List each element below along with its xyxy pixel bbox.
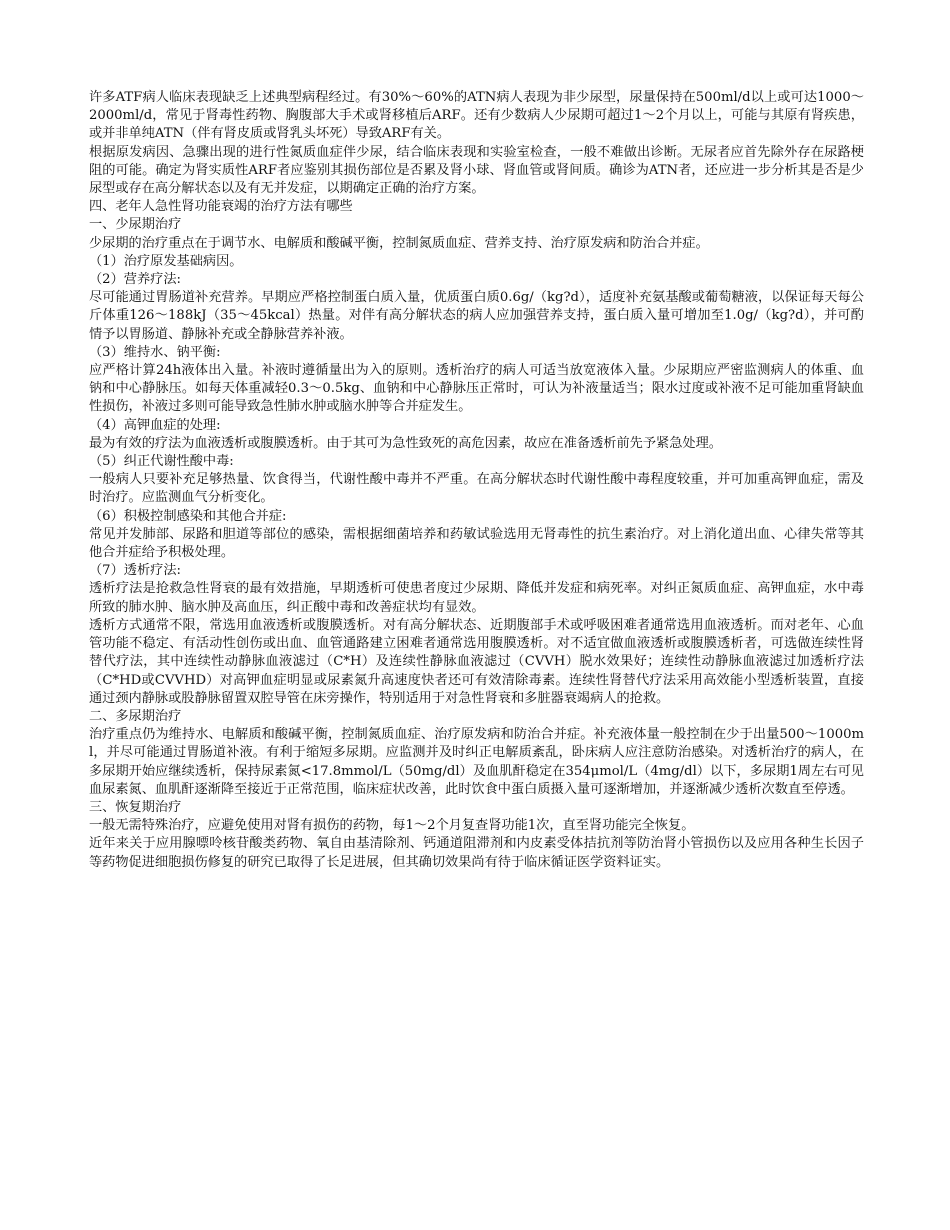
paragraph-diagnosis: 根据原发病因、急骤出现的进行性氮质血症伴少尿，结合临床表现和实验室检查，一般不难做出诊断。无尿者应首先除外存在尿路梗阻的可能。确定为肾实质性ARF者应鉴别其损伤部位是否累及肾小球、肾血管或肾间质。确诊为ATN者，还应进一步分析其是否是少尿型或存在高分解状态以及有无并发症，以期确定正确的治疗方案。: [89, 144, 864, 197]
section-heading-treatment: 四、老年人急性肾功能衰竭的治疗方法有哪些: [89, 199, 353, 215]
paragraph-dialysis-methods: 透析方式通常不限，常选用血液透析或腹膜透析。对有高分解状态、近期腹部手术或呼吸困难者通常选用血液透析。而对老年、心血管功能不稳定、有活动性创伤或出血、血管通路建立困难者通常选用腹膜透析。对不适宜做血液透析或腹膜透析者，可选做连续性肾替代疗法，其中连续性动静脉血液滤过（C*H）及连续性静脉血液滤过（CVVH）脱水效果好；连续性动静脉血液滤过加透析疗法（C*HD或CVVHD）对高钾血症明显或尿素氮升高速度快者还可有效清除毒素。连续性肾替代疗法采用高效能小型透析装置，直接通过颈内静脉或股静脉留置双腔导管在床旁操作，特别适用于对急性肾衰和多脏器衰竭病人的抢救。: [89, 617, 864, 706]
item-acidosis-heading: （5）纠正代谢性酸中毒:: [89, 454, 234, 470]
subheading-polyuric-phase: 二、多尿期治疗: [89, 708, 182, 724]
item-water-sodium-heading: （3）维持水、钠平衡:: [89, 344, 221, 360]
paragraph-atf-atypical: 许多ATF病人临床表现缺乏上述典型病程经过。有30%～60%的ATN病人表现为非少尿型，尿量保持在500ml/d以上或可达1000～2000ml/d，常见于肾毒性药物、胸腹部大手术或肾移植后ARF。还有少数病人少尿期可超过1～2个月以上，可能与其原有肾疾患，或并非单纯ATN（伴有肾皮质或肾乳头坏死）导致ARF有关。: [89, 90, 864, 142]
paragraph-oliguric-focus: 少尿期的治疗重点在于调节水、电解质和酸碱平衡，控制氮质血症、营养支持、治疗原发病和防治合并症。: [89, 235, 709, 251]
subheading-recovery-phase: 三、恢复期治疗: [89, 799, 182, 815]
paragraph-nutrition: 尽可能通过胃肠道补充营养。早期应严格控制蛋白质入量，优质蛋白质0.6g/（kg?d），适度补充氨基酸或葡萄糖液，以保证每天每公斤体重126～188kJ（35～45kcal）热量。对伴有高分解状态的病人应加强营养支持，蛋白质入量可增加至1.0g/（kg?d），并可酌情予以胃肠道、静脉补充或全静脉营养补液。: [89, 290, 864, 342]
item-infection-heading: （6）积极控制感染和其他合并症:: [89, 508, 287, 524]
paragraph-recovery: 一般无需特殊治疗，应避免使用对肾有损伤的药物，每1～2个月复查肾功能1次，直至肾功能完全恢复。: [89, 818, 695, 834]
subheading-oliguric-phase: 一、少尿期治疗: [89, 217, 182, 233]
item-nutrition-heading: （2）营养疗法:: [89, 272, 181, 288]
paragraph-acidosis: 一般病人只要补充足够热量、饮食得当，代谢性酸中毒并不严重。在高分解状态时代谢性酸中毒程度较重，并可加重高钾血症，需及时治疗。应监测血气分析变化。: [89, 472, 864, 506]
paragraph-infection: 常见并发肺部、尿路和胆道等部位的感染，需根据细菌培养和药敏试验选用无肾毒性的抗生素治疗。对上消化道出血、心律失常等其他合并症给予积极处理。: [89, 526, 864, 561]
item-primary-cause: （1）治疗原发基础病因。: [89, 253, 243, 269]
paragraph-polyuric: 治疗重点仍为维持水、电解质和酸碱平衡，控制氮质血症、治疗原发病和防治合并症。补充液体量一般控制在少于出量500～1000ml，并尽可能通过胃肠道补液。有利于缩短多尿期。应监测并及时纠正电解质紊乱，卧床病人应注意防治感染。对透析治疗的病人，在多尿期开始应继续透析，保持尿素氮<17.8mmol/L（50mg/dl）及血肌酐稳定在354μmol/L（4mg/dl）以下，多尿期1周左右可见血尿素氮、血肌酐逐渐降至接近于正常范围，临床症状改善，此时饮食中蛋白质摄入量可逐渐增加，并逐渐减少透析次数直至停透。: [89, 727, 864, 797]
item-dialysis-heading: （7）透析疗法:: [89, 563, 181, 579]
document-body: [89, 89, 864, 872]
paragraph-water-sodium: 应严格计算24h液体出入量。补液时遵循量出为入的原则。透析治疗的病人可适当放宽液体入量。少尿期应严密监测病人的体重、血钠和中心静脉压。如每天体重减轻0.3～0.5kg、血钠和中心静脉压正常时，可认为补液量适当；限水过度或补液不足可能加重肾缺血性损伤，补液过多则可能导致急性肺水肿或脑水肿等合并症发生。: [89, 363, 864, 415]
item-hyperkalemia-heading: （4）高钾血症的处理:: [89, 417, 221, 433]
paragraph-research: 近年来关于应用腺嘌呤核苷酸类药物、氧自由基清除剂、钙通道阻滞剂和内皮素受体拮抗剂等防治肾小管损伤以及应用各种生长因子等药物促进细胞损伤修复的研究已取得了长足进展，但其确切效果尚有待于临床循证医学资料证实。: [89, 836, 864, 870]
paragraph-dialysis-effect: 透析疗法是抢救急性肾衰的最有效措施，早期透析可使患者度过少尿期、降低并发症和病死率。对纠正氮质血症、高钾血症，水中毒所致的肺水肿、脑水肿及高血压，纠正酸中毒和改善症状均有显效。: [89, 581, 864, 615]
paragraph-hyperkalemia: 最为有效的疗法为血液透析或腹膜透析。由于其可为急性致死的高危因素，故应在准备透析前先予紧急处理。: [89, 435, 722, 451]
